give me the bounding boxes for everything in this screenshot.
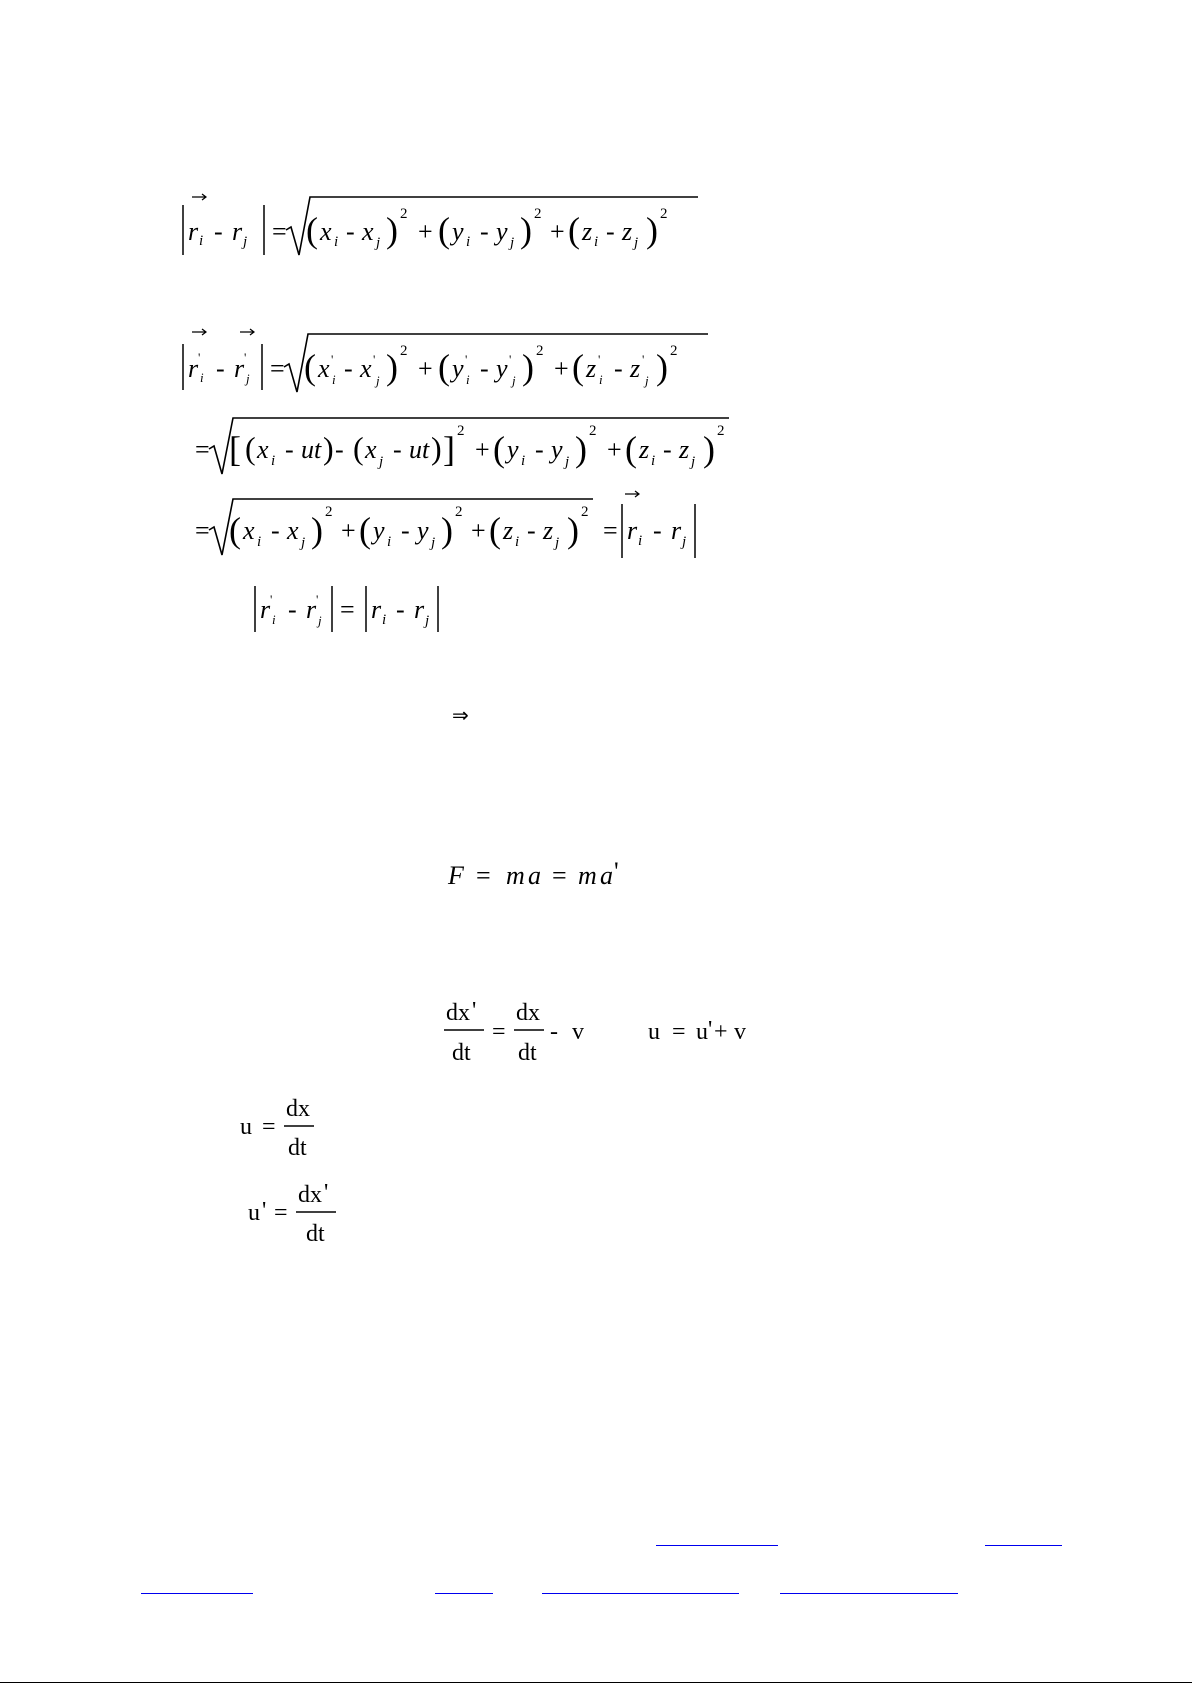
svg-text:dt: dt	[306, 1221, 325, 1247]
svg-text:=: =	[195, 435, 210, 464]
svg-text:-: -	[335, 435, 344, 464]
svg-text:2: 2	[660, 206, 668, 222]
svg-text:+: +	[607, 435, 622, 464]
svg-text:': '	[270, 592, 273, 607]
svg-text:): )	[386, 210, 398, 250]
svg-text:r: r	[260, 595, 271, 624]
svg-text:-: -	[606, 217, 615, 246]
svg-text:y: y	[496, 354, 508, 383]
svg-text:ut: ut	[409, 435, 430, 464]
equation-distance-unprimed	[180, 185, 700, 260]
svg-text:j: j	[565, 454, 570, 470]
svg-text:i: i	[638, 533, 643, 549]
svg-text:=: =	[272, 217, 287, 246]
svg-text:-: -	[614, 354, 623, 383]
svg-text:x: x	[287, 516, 299, 545]
svg-text:u: u	[648, 1019, 660, 1045]
svg-text:-: -	[550, 1019, 558, 1045]
svg-text:+: +	[550, 217, 565, 246]
svg-text:u: u	[240, 1114, 252, 1140]
svg-text:(: (	[229, 510, 241, 550]
svg-text:): )	[522, 347, 534, 387]
svg-text:z: z	[679, 435, 690, 464]
svg-text:m: m	[578, 861, 597, 890]
svg-text:r: r	[671, 516, 682, 545]
svg-text:+: +	[475, 435, 490, 464]
svg-text:x: x	[318, 354, 330, 383]
svg-text:j: j	[510, 235, 515, 251]
svg-text:r: r	[188, 217, 199, 246]
svg-text:y: y	[496, 217, 508, 246]
svg-text:x: x	[257, 435, 269, 464]
svg-text:+: +	[418, 217, 433, 246]
svg-text:i: i	[272, 612, 276, 627]
svg-text:-: -	[401, 516, 410, 545]
svg-text:dx: dx	[286, 1096, 310, 1122]
svg-text:(: (	[568, 210, 580, 250]
svg-text:(: (	[438, 347, 450, 387]
svg-text:): )	[567, 510, 579, 550]
svg-text:): )	[703, 429, 715, 469]
svg-text:': '	[244, 350, 247, 365]
svg-text:=: =	[262, 1114, 276, 1140]
svg-text:x: x	[320, 217, 332, 246]
svg-text:y: y	[417, 516, 429, 545]
svg-text:j: j	[645, 373, 649, 388]
svg-text:a: a	[528, 861, 541, 890]
svg-text:y: y	[507, 435, 519, 464]
svg-text:j: j	[555, 535, 560, 551]
svg-text:=: =	[672, 1019, 686, 1045]
svg-text:i: i	[200, 370, 204, 385]
svg-text:': '	[331, 352, 334, 367]
hyperlink-2[interactable]	[985, 1545, 1062, 1546]
svg-text:': '	[708, 1017, 713, 1043]
svg-text:-: -	[396, 595, 405, 624]
svg-text:j: j	[512, 373, 516, 388]
svg-text:+: +	[341, 516, 356, 545]
svg-text:r: r	[627, 516, 638, 545]
svg-text:2: 2	[400, 206, 408, 222]
svg-text:-: -	[216, 354, 225, 383]
hyperlink-5[interactable]	[542, 1593, 739, 1594]
svg-text:2: 2	[455, 504, 463, 520]
svg-text:i: i	[466, 234, 471, 250]
equation-velocity-transform	[444, 996, 754, 1070]
svg-text:x: x	[360, 354, 372, 383]
svg-text:i: i	[387, 534, 392, 550]
svg-text:j: j	[379, 454, 384, 470]
svg-text:-: -	[527, 516, 536, 545]
equation-distance-primed	[180, 322, 700, 397]
svg-text:j: j	[634, 235, 639, 251]
svg-text:': '	[598, 352, 601, 367]
svg-text:=: =	[195, 516, 210, 545]
svg-text:-: -	[346, 217, 355, 246]
svg-text:y: y	[551, 435, 563, 464]
svg-text:i: i	[521, 453, 526, 469]
svg-text:-: -	[214, 217, 223, 246]
equation-u-prime-definition	[246, 1180, 356, 1254]
svg-text:): )	[323, 430, 334, 466]
svg-text:]: ]	[443, 429, 455, 469]
svg-text:2: 2	[400, 343, 408, 359]
svg-text:x: x	[362, 217, 374, 246]
svg-text:-: -	[480, 217, 489, 246]
svg-text:y: y	[452, 354, 464, 383]
hyperlink-4[interactable]	[435, 1593, 493, 1594]
svg-text:dx: dx	[446, 1000, 470, 1026]
svg-text:': '	[198, 350, 201, 365]
svg-text:-: -	[653, 516, 662, 545]
equation-newton	[448, 856, 638, 896]
svg-text:-: -	[393, 435, 402, 464]
svg-text:2: 2	[325, 504, 333, 520]
svg-text:j: j	[682, 534, 687, 550]
svg-text:2: 2	[717, 423, 725, 439]
svg-text:j: j	[376, 373, 380, 388]
svg-text:j: j	[376, 235, 381, 251]
svg-text:': '	[262, 1198, 267, 1224]
svg-text:i: i	[594, 234, 599, 250]
equation-u-definition	[238, 1092, 338, 1166]
equation-simplified	[193, 494, 713, 569]
svg-text:i: i	[515, 534, 520, 550]
svg-text:i: i	[334, 234, 339, 250]
equation-invariance	[252, 582, 452, 642]
svg-text:z: z	[630, 354, 641, 383]
svg-text:dt: dt	[452, 1040, 471, 1066]
svg-text:i: i	[271, 453, 276, 469]
svg-text:': '	[472, 998, 477, 1024]
svg-text:(: (	[438, 210, 450, 250]
svg-text:(: (	[493, 429, 505, 469]
svg-text:z: z	[503, 516, 514, 545]
svg-text:+: +	[418, 354, 433, 383]
svg-text:j: j	[243, 234, 248, 250]
svg-text:y: y	[452, 217, 464, 246]
svg-text:+: +	[471, 516, 486, 545]
svg-text:dx: dx	[298, 1182, 322, 1208]
svg-text:): )	[575, 429, 587, 469]
svg-text:(: (	[572, 347, 584, 387]
svg-text:': '	[316, 592, 319, 607]
hyperlink-6[interactable]	[780, 1593, 958, 1594]
svg-text:u: u	[696, 1019, 708, 1045]
svg-text:i: i	[466, 372, 470, 387]
svg-text:2: 2	[670, 343, 678, 359]
svg-text:(: (	[304, 347, 316, 387]
svg-text:dx: dx	[516, 1000, 540, 1026]
svg-text:': '	[373, 352, 376, 367]
svg-text:2: 2	[457, 423, 465, 439]
svg-text:=: =	[492, 1019, 506, 1045]
svg-text:-: -	[663, 435, 672, 464]
svg-text:=: =	[603, 516, 618, 545]
svg-text:): )	[646, 210, 658, 250]
svg-text:+: +	[554, 354, 569, 383]
svg-text:z: z	[582, 217, 593, 246]
hyperlink-1[interactable]	[656, 1545, 778, 1546]
svg-text:): )	[656, 347, 668, 387]
implies-arrow: ⇒	[452, 703, 469, 727]
svg-text:a: a	[600, 861, 613, 890]
svg-text:-: -	[480, 354, 489, 383]
page-bottom-rule	[0, 1682, 1192, 1683]
svg-text:r: r	[306, 595, 317, 624]
svg-text:': '	[465, 352, 468, 367]
hyperlink-3[interactable]	[141, 1593, 253, 1594]
svg-text:-: -	[271, 516, 280, 545]
svg-text:j: j	[425, 613, 430, 629]
svg-text:': '	[614, 857, 619, 886]
svg-text:=: =	[552, 861, 567, 890]
svg-text:): )	[431, 430, 442, 466]
svg-text:v: v	[734, 1019, 746, 1045]
svg-text:(: (	[245, 430, 256, 466]
svg-text:': '	[509, 352, 512, 367]
svg-text:i: i	[382, 612, 387, 628]
svg-text:[: [	[229, 429, 241, 469]
svg-text:=: =	[476, 861, 491, 890]
svg-text:r: r	[234, 354, 245, 383]
svg-text:v: v	[572, 1019, 584, 1045]
svg-text:j: j	[301, 535, 306, 551]
svg-text:): )	[386, 347, 398, 387]
svg-text:dt: dt	[518, 1040, 537, 1066]
svg-text:j: j	[246, 371, 250, 386]
svg-text:m: m	[506, 861, 525, 890]
svg-text:j: j	[431, 535, 436, 551]
svg-text:x: x	[243, 516, 255, 545]
svg-text:i: i	[199, 233, 204, 249]
svg-text:): )	[441, 510, 453, 550]
svg-text:i: i	[651, 453, 656, 469]
svg-text:j: j	[318, 613, 322, 628]
svg-text:-: -	[285, 435, 294, 464]
svg-text:i: i	[599, 372, 603, 387]
svg-text:2: 2	[581, 504, 589, 520]
svg-text:j: j	[691, 454, 696, 470]
svg-text:2: 2	[589, 423, 597, 439]
svg-text:): )	[311, 510, 323, 550]
svg-text:2: 2	[534, 206, 542, 222]
svg-text:r: r	[232, 217, 243, 246]
svg-text:=: =	[274, 1200, 288, 1226]
svg-text:(: (	[359, 510, 371, 550]
svg-text:dt: dt	[288, 1135, 307, 1161]
svg-text:ut: ut	[301, 435, 322, 464]
svg-text:y: y	[373, 516, 385, 545]
svg-text:(: (	[353, 430, 364, 466]
svg-text:(: (	[306, 210, 318, 250]
svg-text:x: x	[365, 435, 377, 464]
svg-text:u: u	[248, 1200, 260, 1226]
svg-text:(: (	[489, 510, 501, 550]
svg-text:r: r	[414, 595, 425, 624]
svg-text:z: z	[586, 354, 597, 383]
svg-text:-: -	[344, 354, 353, 383]
svg-text:z: z	[622, 217, 633, 246]
svg-text:': '	[642, 352, 645, 367]
svg-text:r: r	[188, 354, 199, 383]
svg-text:z: z	[543, 516, 554, 545]
svg-text:2: 2	[536, 343, 544, 359]
equation-substitution	[193, 413, 753, 488]
svg-text:z: z	[639, 435, 650, 464]
svg-text:i: i	[257, 534, 262, 550]
svg-text:=: =	[270, 354, 285, 383]
svg-text:r: r	[371, 595, 382, 624]
svg-text:i: i	[332, 372, 336, 387]
svg-text:+: +	[714, 1019, 728, 1045]
svg-text:': '	[324, 1180, 329, 1206]
svg-text:F: F	[448, 861, 464, 890]
svg-text:-: -	[288, 595, 297, 624]
svg-text:): )	[520, 210, 532, 250]
svg-text:-: -	[535, 435, 544, 464]
svg-text:=: =	[340, 595, 355, 624]
svg-text:(: (	[625, 429, 637, 469]
